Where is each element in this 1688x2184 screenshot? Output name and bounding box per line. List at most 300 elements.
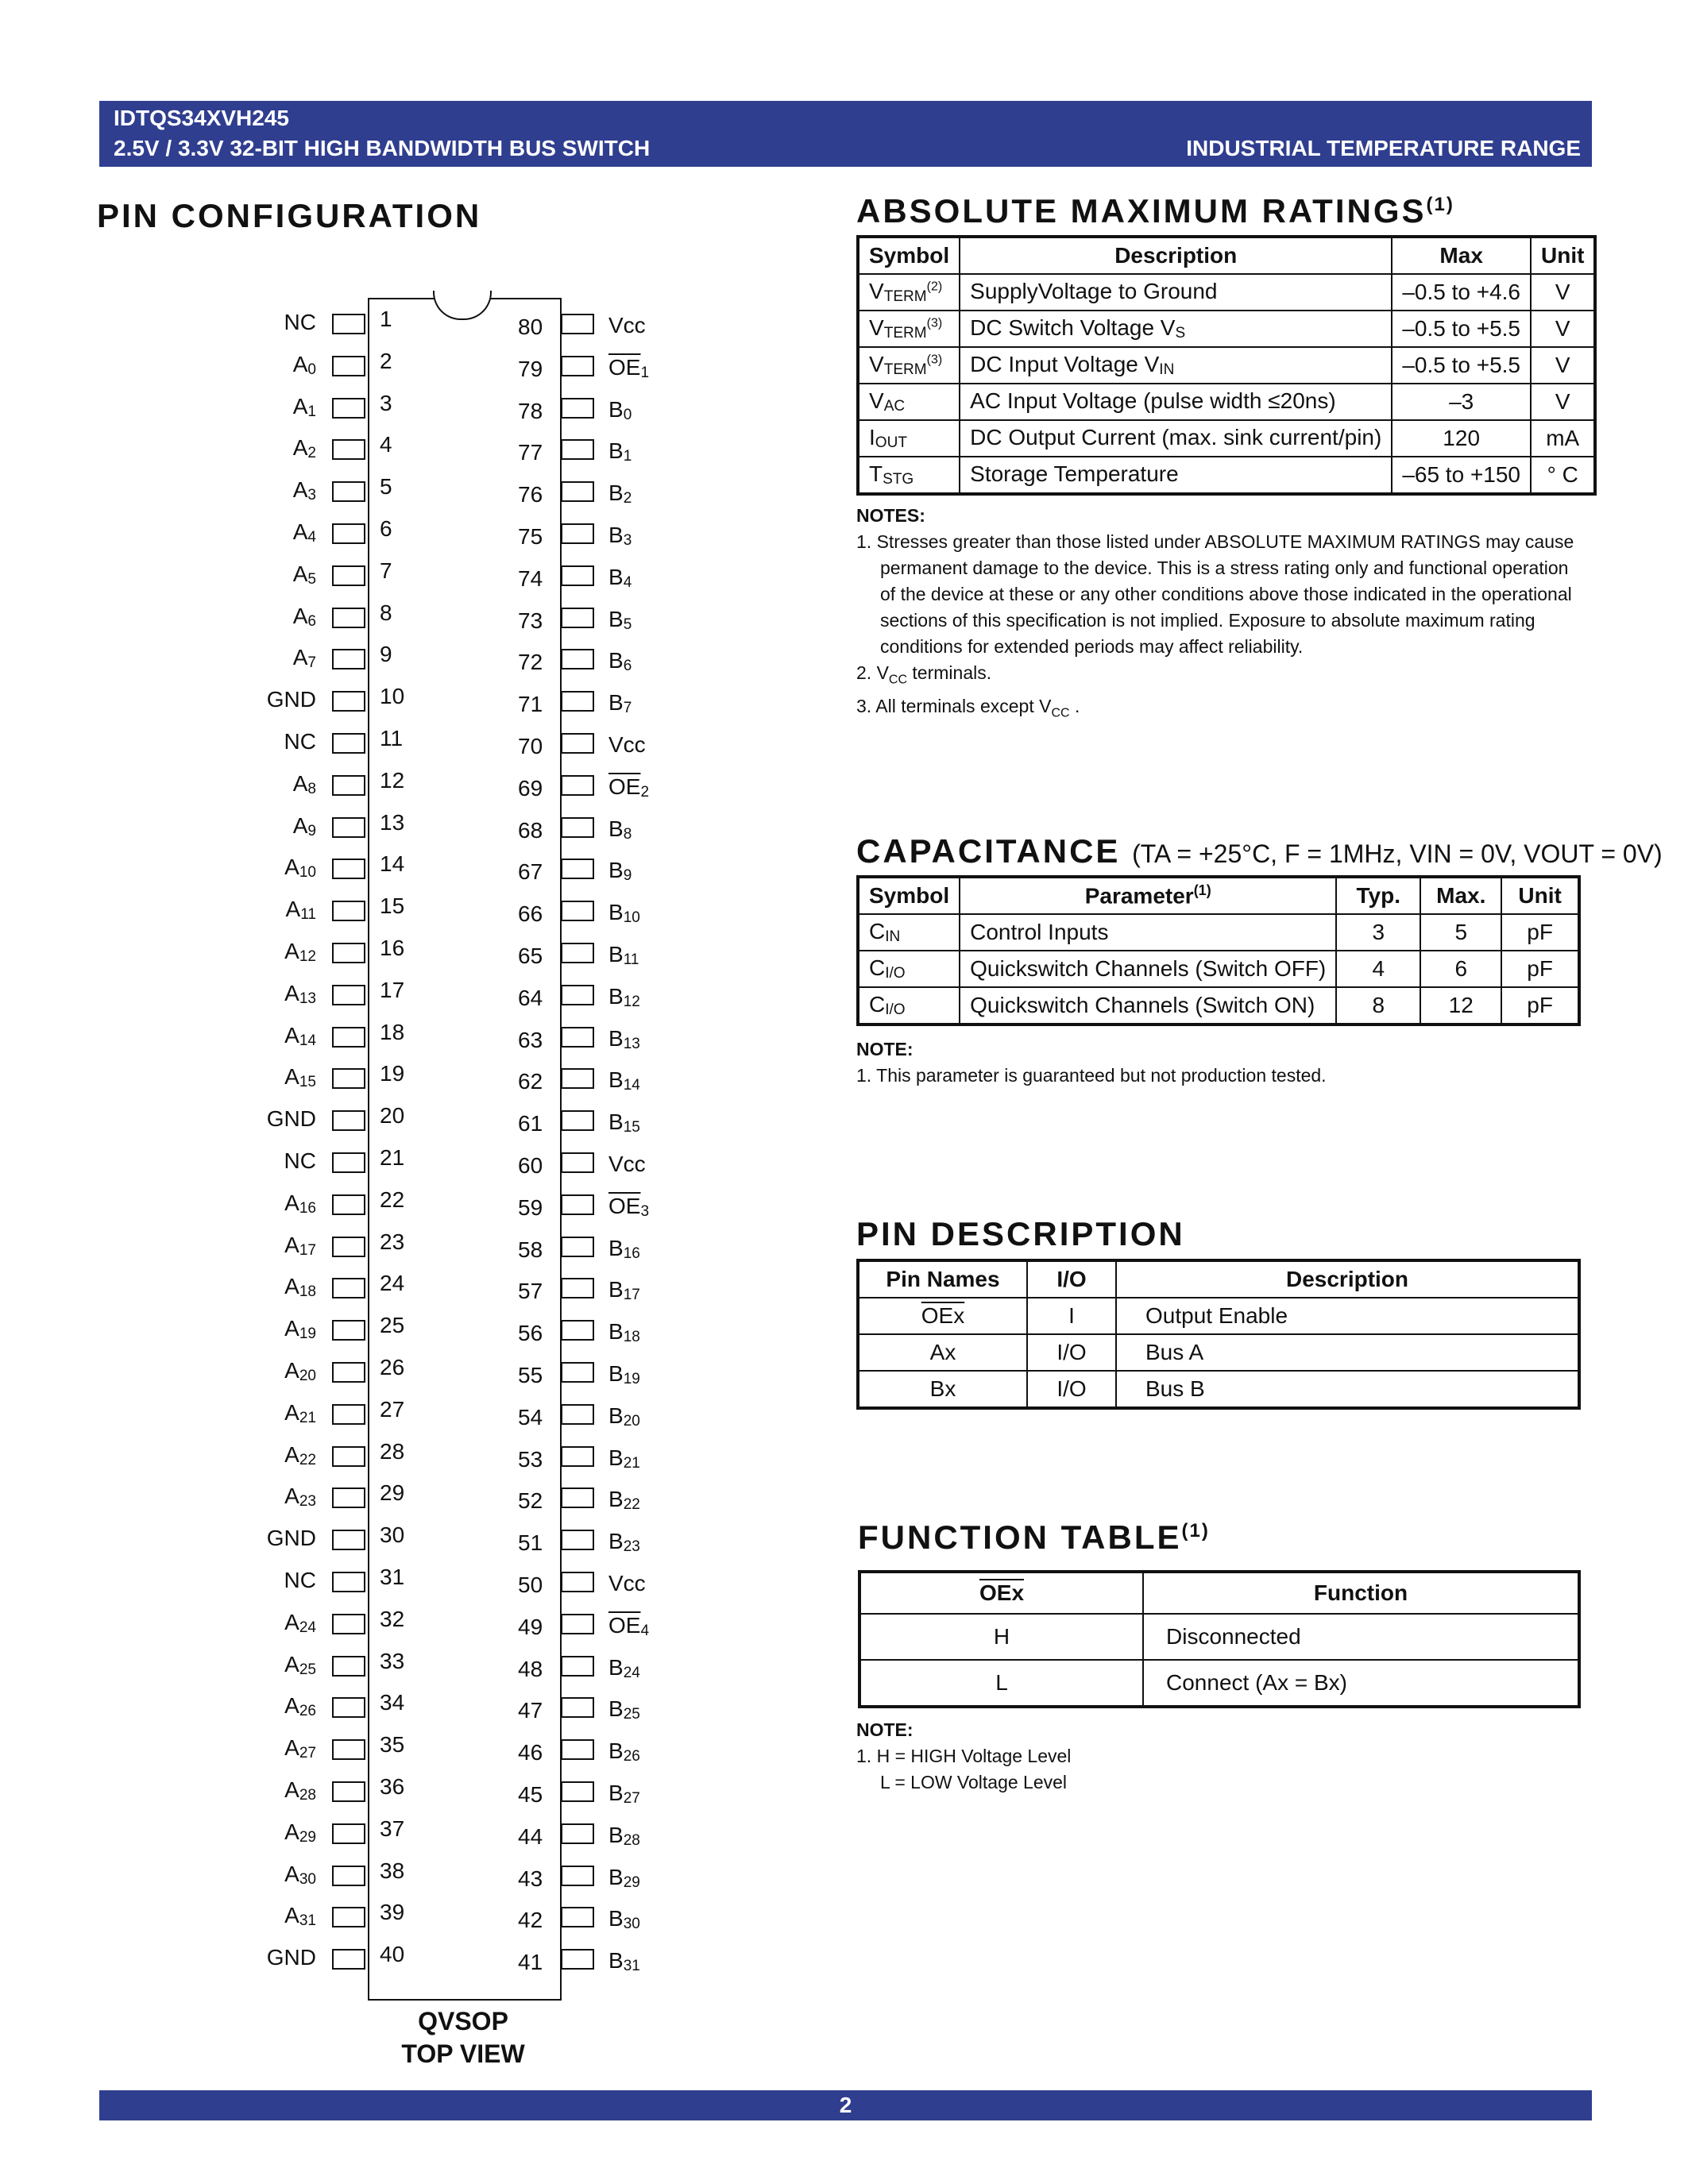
symbol-main: C: [869, 992, 886, 1017]
pin-number: 65: [518, 943, 543, 968]
pin-number: 51: [518, 1530, 543, 1556]
pin-number: 55: [518, 1363, 543, 1387]
cell-max: 5: [1420, 914, 1501, 951]
col-symbol: Symbol: [858, 877, 960, 914]
pin-name-right: [608, 607, 632, 634]
pin-label-sub: 3: [307, 487, 316, 504]
pin-name-right: [608, 984, 640, 1011]
pin-number: 45: [518, 1782, 543, 1807]
pin-number: 33: [380, 1648, 405, 1673]
pin-number: 40: [380, 1942, 405, 1967]
pin-label-main: A: [284, 1399, 299, 1425]
pin-lead-left: [332, 901, 365, 921]
pin-number: 34: [380, 1690, 405, 1715]
header-bar: [99, 101, 1592, 167]
pin-label-sub: 25: [299, 1661, 316, 1678]
pin-name-left: [205, 604, 316, 631]
pin-lead-left: [332, 1907, 365, 1927]
pin-lead-right: [561, 1572, 594, 1592]
pin-number: 14: [380, 851, 405, 877]
pin-lead-left: [332, 439, 365, 460]
cell-parameter: Quickswitch Channels (Switch OFF): [960, 951, 1336, 987]
pin-lead-left: [332, 1949, 365, 1970]
pin-label-main: A: [284, 1358, 299, 1383]
pin-label-sub: 12: [623, 993, 640, 1010]
pin-number: 48: [518, 1656, 543, 1681]
pin-number: 9: [380, 642, 392, 667]
pin-label-sub: 20: [299, 1367, 316, 1384]
cell-parameter: Control Inputs: [960, 914, 1336, 951]
pin-lead-left: [332, 1697, 365, 1718]
cell-parameter: Quickswitch Channels (Switch ON): [960, 987, 1336, 1024]
pin-label-main: A: [292, 393, 308, 419]
pin-lead-left: [332, 1152, 365, 1173]
pin-label-main: $\overline{OE}$: [608, 1612, 641, 1638]
note-1-line: 1. Stresses greater than those listed under ABSOLUTE MAXIMUM RATINGS may cause: [856, 531, 1574, 552]
pin-name-text: $\overline{OEx}$: [921, 1303, 965, 1328]
col-parameter-sup: (1): [1193, 882, 1211, 899]
pin-number: 79: [518, 356, 543, 381]
pin-label-main: B: [608, 1654, 624, 1680]
pin-description-table: [856, 1259, 1581, 1410]
capacitance-row: [858, 914, 1579, 951]
cell-max: –65 to +150: [1392, 457, 1531, 494]
pin-label-sub: 26: [299, 1703, 316, 1720]
pin-number: 4: [380, 432, 392, 457]
pin-name-right: [608, 1361, 640, 1388]
pin-lead-right: [561, 398, 594, 419]
temperature-range: INDUSTRIAL TEMPERATURE RANGE: [1186, 136, 1581, 160]
pin-number: 25: [380, 1313, 405, 1338]
pin-label-main: A: [284, 980, 299, 1005]
pin-name-right: [608, 900, 640, 927]
pin-label-sub: 16: [299, 1199, 316, 1217]
pin-lead-right: [561, 985, 594, 1005]
pin-label-sub: 19: [623, 1370, 640, 1387]
pin-lead-left: [332, 691, 365, 712]
pin-label-sub: 28: [299, 1786, 316, 1804]
pin-lead-left: [332, 1068, 365, 1089]
pin-desc-row: [858, 1298, 1579, 1334]
pin-lead-left: [332, 1614, 365, 1634]
pin-number: 80: [518, 314, 543, 339]
pin-label-sub: 0: [307, 361, 316, 378]
pin-number: 26: [380, 1355, 405, 1379]
pin-name-left: [205, 561, 316, 588]
pin-lead-right: [561, 649, 594, 669]
pin-lead-left: [332, 1866, 365, 1886]
pin-label-sub: 6: [307, 612, 316, 630]
pin-name-right: [608, 1403, 640, 1430]
pin-name-right: [608, 774, 649, 801]
package-label: QVSOP: [418, 2007, 508, 2035]
pin-lead-right: [561, 1907, 594, 1927]
pin-name-left: [205, 1693, 316, 1720]
pin-name-left: [205, 477, 316, 504]
note-3-sub: CC: [1051, 706, 1070, 720]
cell-typ: 4: [1336, 951, 1420, 987]
pin-number: 52: [518, 1488, 543, 1514]
cell-unit: pF: [1501, 951, 1579, 987]
capacitance-row: [858, 951, 1579, 987]
pin-lead-left: [332, 356, 365, 376]
pin-lead-right: [561, 901, 594, 921]
capacitance-header-row: [858, 877, 1579, 914]
pin-name-left: [205, 352, 316, 379]
pin-label-sub: 4: [307, 528, 316, 546]
pin-label-main: A: [292, 603, 308, 628]
pin-name-left: NC: [284, 1148, 316, 1173]
col-io: I/O: [1027, 1260, 1116, 1298]
func-note-1: 1. H = HIGH Voltage Level: [856, 1746, 1072, 1766]
pin-name-left: [205, 1190, 316, 1217]
pin-number: 69: [518, 775, 543, 801]
cell-io: I: [1027, 1298, 1116, 1334]
description-sub: IN: [1159, 361, 1175, 378]
pin-name-right: [608, 1696, 640, 1723]
cell-max: –0.5 to +5.5: [1392, 311, 1531, 347]
pin-lead-left: [332, 1781, 365, 1802]
symbol-sup: (2): [926, 280, 943, 294]
cell-max: 12: [1420, 987, 1501, 1024]
pin-name-right: [608, 1823, 640, 1850]
cell-symbol: [858, 274, 960, 311]
symbol-main: T: [869, 461, 883, 487]
pin-number: 24: [380, 1271, 405, 1296]
pin-number: 41: [518, 1950, 543, 1975]
pin-name-left: [205, 1610, 316, 1637]
pin-name-left: NC: [284, 729, 316, 754]
symbol-sub: TERM: [883, 287, 927, 305]
function-table-title-sup: (1): [1181, 1520, 1210, 1542]
pin-label-main: A: [292, 477, 308, 503]
note-1: [856, 529, 1581, 660]
pin-lead-left: [332, 1027, 365, 1048]
pin-number: 2: [380, 348, 392, 373]
pin-label-sub: 29: [623, 1873, 640, 1891]
pin-label-main: A: [285, 897, 301, 922]
col-max: Max: [1392, 237, 1531, 274]
cell-symbol: [858, 420, 960, 457]
pin-label-sub: 14: [623, 1077, 640, 1094]
note-heading: NOTE:: [856, 1719, 914, 1740]
pin-label-main: B: [608, 900, 624, 925]
pin-label-sub: 5: [307, 570, 316, 588]
cell-description: [960, 311, 1392, 347]
pin-name-left: [205, 1442, 316, 1469]
cap-note-1: 1. This parameter is guaranteed but not production tested.: [856, 1065, 1327, 1086]
col-unit: Unit: [1501, 877, 1579, 914]
capacitance-table: [856, 875, 1581, 1026]
cell-unit: V: [1531, 311, 1595, 347]
pin-number: 77: [518, 440, 543, 465]
pin-label-sub: 17: [299, 1241, 316, 1259]
pin-label-sub: 24: [299, 1619, 316, 1636]
pin-label-main: A: [284, 1484, 299, 1509]
pin-name-right: [608, 1948, 640, 1975]
pin-lead-right: [561, 1530, 594, 1550]
pin-name-text: Ax: [929, 1340, 956, 1364]
pin-lead-right: [561, 314, 594, 334]
pin-label-sub: 24: [623, 1664, 640, 1681]
pin-number: 46: [518, 1740, 543, 1765]
pin-number: 10: [380, 684, 405, 709]
note-3: [856, 693, 1581, 727]
pin-name-right: [608, 690, 632, 717]
pin-number: 19: [380, 1061, 405, 1086]
pin-name-right: [608, 523, 632, 550]
pin-lead-right: [561, 565, 594, 586]
cell-description: [960, 384, 1392, 420]
pin-number: 5: [380, 474, 392, 500]
pin-name-left: GND: [266, 1945, 316, 1970]
col-description: Description: [1116, 1260, 1579, 1298]
pin-lead-left: [332, 1739, 365, 1760]
pin-number: 78: [518, 398, 543, 423]
abs-max-row: [858, 311, 1595, 347]
pin-label-main: A: [284, 1064, 299, 1090]
abs-max-row: [858, 347, 1595, 384]
symbol-main: I: [869, 425, 875, 450]
symbol-sub: I/O: [885, 1001, 906, 1018]
pin-name-right: [608, 1026, 640, 1053]
pin-number: 71: [518, 692, 543, 717]
pin-label-main: B: [608, 1109, 624, 1135]
note-1-line: conditions for extended periods may affect reliability.: [880, 636, 1304, 657]
col-function: Function: [1143, 1572, 1579, 1614]
cell-typ: 3: [1336, 914, 1420, 951]
pin-lead-right: [561, 1656, 594, 1677]
cell-symbol: [858, 311, 960, 347]
pin-label-sub: 8: [307, 780, 316, 797]
pin-name-right: [608, 1236, 640, 1263]
symbol-sub: TERM: [883, 361, 927, 378]
col-pin-names: Pin Names: [858, 1260, 1027, 1298]
cell-symbol: [858, 951, 960, 987]
pin-label-main: B: [608, 1319, 624, 1345]
cell-description: Bus B: [1116, 1371, 1579, 1408]
pin-lead-left: [332, 608, 365, 628]
pin-number: 63: [518, 1027, 543, 1052]
pin-number: 31: [380, 1565, 405, 1589]
pin-label-main: B: [608, 1864, 624, 1889]
pin-name-left: [205, 435, 316, 462]
pin-name-right: Vcc: [608, 1571, 646, 1596]
pin-number: 42: [518, 1908, 543, 1933]
pin-label-sub: 4: [623, 573, 632, 591]
function-table: [858, 1570, 1581, 1708]
pin-number: 20: [380, 1103, 405, 1129]
pin-number: 62: [518, 1069, 543, 1094]
pin-label-sub: 14: [299, 1032, 316, 1049]
pin-label-main: B: [608, 1738, 624, 1764]
pin-label-main: B: [608, 1445, 624, 1470]
pin-label-sub: 1: [640, 364, 650, 381]
symbol-sub: OUT: [875, 434, 907, 451]
pin-label-main: $\overline{OE}$: [608, 354, 641, 380]
pin-number: 70: [518, 734, 543, 758]
note-1-line: permanent damage to the device. This is a stress rating only and functional operation: [880, 558, 1569, 578]
pin-label-main: A: [284, 1861, 299, 1886]
part-number: IDTQS34XVH245: [114, 106, 289, 130]
pin-number: 43: [518, 1866, 543, 1891]
pin-lead-left: [332, 314, 365, 334]
pin-name-left: [205, 1064, 316, 1091]
pin-number: 30: [380, 1522, 405, 1548]
pin-lead-right: [561, 1362, 594, 1383]
pin-lead-left: [332, 817, 365, 838]
pin-number: 75: [518, 524, 543, 549]
pin-label-main: A: [284, 1232, 299, 1257]
pin-lead-left: [332, 985, 365, 1005]
abs-max-title: [856, 192, 1454, 230]
cell-oex: H: [859, 1614, 1143, 1660]
pin-name-left: [205, 394, 316, 421]
symbol-main: V: [869, 388, 884, 414]
capacitance-title-text: CAPACITANCE: [856, 832, 1121, 870]
pin-lead-right: [561, 1068, 594, 1089]
pin-number: 49: [518, 1614, 543, 1639]
note-1-line: of the device at these or any other conditions above those indicated in the operational: [880, 584, 1572, 604]
pin-label-sub: 18: [299, 1283, 316, 1301]
note-3-tail: .: [1069, 695, 1080, 716]
view-label: TOP VIEW: [401, 2039, 525, 2068]
pin-name-right: [608, 1487, 640, 1514]
pin-label-sub: 22: [623, 1496, 640, 1514]
pin-label-main: A: [292, 351, 308, 376]
footer-bar: [99, 2090, 1592, 2120]
cell-symbol: [858, 347, 960, 384]
col-parameter-text: Parameter: [1084, 883, 1194, 909]
pin-label-main: A: [292, 435, 308, 461]
col-parameter: [960, 877, 1336, 914]
pin-label-main: A: [284, 1609, 299, 1634]
symbol-sub: IN: [885, 928, 901, 945]
pin-name-text: Bx: [929, 1376, 956, 1401]
pin-number: 72: [518, 650, 543, 675]
pin-number: 11: [380, 726, 404, 751]
pin-lead-left: [332, 565, 365, 586]
pin-label-main: A: [292, 561, 308, 586]
pin-label-main: B: [608, 1781, 624, 1805]
pin-label-main: A: [292, 812, 308, 838]
pin-number: 53: [518, 1446, 543, 1472]
pin-label-sub: 4: [640, 1622, 650, 1639]
pin-lead-right: [561, 733, 594, 754]
pin-number: 6: [380, 516, 392, 541]
pin-label-sub: 31: [623, 1958, 640, 1975]
cell-typ: 8: [1336, 987, 1420, 1024]
abs-max-notes: [856, 503, 1581, 726]
pin-label-main: B: [608, 690, 624, 716]
pin-label-main: B: [608, 983, 624, 1009]
cell-unit: V: [1531, 347, 1595, 384]
pin-lead-right: [561, 691, 594, 712]
note-2: [856, 660, 1581, 693]
pin-name-left: [205, 645, 316, 672]
pin-name-right: [608, 1613, 649, 1640]
pin-name-left: [205, 1735, 316, 1762]
pin-lead-right: [561, 439, 594, 460]
pin-label-main: B: [608, 523, 624, 547]
abs-max-row: [858, 274, 1595, 311]
func-note-2: L = LOW Voltage Level: [880, 1772, 1068, 1792]
pin-name-right: [608, 648, 632, 675]
note-heading: NOTE:: [856, 1039, 914, 1059]
pin-label-main: A: [284, 1819, 299, 1844]
pin-name-left: [205, 855, 316, 882]
symbol-main: C: [869, 955, 886, 981]
pin-lead-left: [332, 481, 365, 502]
pin-label-main: B: [608, 1067, 624, 1093]
pin-lead-right: [561, 481, 594, 502]
pin-lead-right: [561, 523, 594, 544]
note-3-text: 3. All terminals except V: [856, 695, 1052, 716]
pin-label-sub: 11: [300, 906, 316, 924]
pin-lead-left: [332, 1404, 365, 1425]
pin-label-sub: 7: [623, 700, 632, 717]
cell-symbol: [858, 914, 960, 951]
cell-pin-name: [858, 1298, 1027, 1334]
pin-name-right: [608, 942, 639, 969]
pin-number: 61: [518, 1111, 543, 1136]
pin-name-right: [608, 397, 632, 424]
pin-label-main: B: [608, 1025, 624, 1051]
pin-name-left: GND: [266, 1106, 316, 1132]
pin-number: 1: [380, 307, 392, 331]
col-typ: Typ.: [1336, 877, 1420, 914]
pin-label-sub: 23: [299, 1493, 316, 1511]
pin-name-right: [608, 1655, 640, 1682]
pin-label-sub: 13: [623, 1035, 640, 1052]
pin-lead-left: [332, 775, 365, 796]
pin-name-right: [608, 858, 632, 885]
pin-name-left: [205, 519, 316, 546]
pin-lead-left: [332, 1572, 365, 1592]
pin-name-right: [608, 1067, 640, 1094]
notes-heading: NOTES:: [856, 505, 925, 526]
pin-number: 8: [380, 600, 392, 625]
pin-name-left: [205, 1777, 316, 1804]
pin-number: 37: [380, 1815, 405, 1841]
pin-name-right: [608, 1738, 640, 1765]
description-text: SupplyVoltage to Ground: [970, 279, 1218, 304]
pin-name-right: Vcc: [608, 732, 646, 757]
pin-config-title: PIN CONFIGURATION: [97, 197, 482, 234]
pin-label-main: B: [608, 1277, 624, 1302]
pin-number: 76: [518, 482, 543, 507]
pin-lead-right: [561, 1027, 594, 1048]
pin-label-sub: 15: [299, 1074, 316, 1091]
pin-name-right: [608, 1781, 640, 1808]
pin-name-right: [608, 1319, 640, 1346]
pin-number: 22: [380, 1187, 405, 1212]
pin-number: 68: [518, 817, 543, 843]
col-oex-text: $\overline{OEx}$: [979, 1580, 1025, 1605]
note-2-tail: terminals.: [907, 662, 992, 683]
pin-lead-right: [561, 1404, 594, 1425]
pin-label-sub: 1: [307, 403, 316, 420]
pin-label-main: A: [284, 1441, 299, 1467]
pin-name-left: [205, 1316, 316, 1343]
pin-label-sub: 31: [299, 1912, 316, 1930]
pin-number: 66: [518, 901, 543, 927]
pin-label-sub: 9: [307, 822, 316, 839]
pin-label-main: $\overline{OE}$: [608, 774, 641, 799]
pin-lead-right: [561, 1237, 594, 1257]
pin-lead-right: [561, 1320, 594, 1341]
abs-max-table: [856, 235, 1597, 496]
